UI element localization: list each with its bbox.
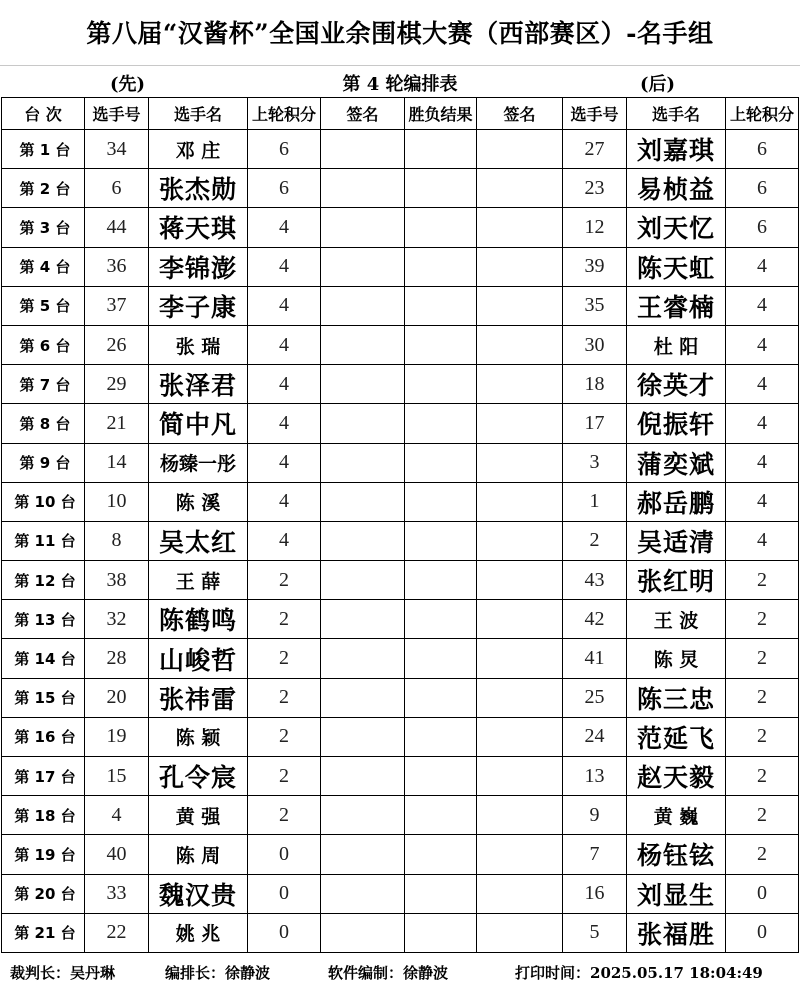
white-player-number: 24 bbox=[563, 717, 627, 756]
board-cell: 第 19 台 bbox=[2, 835, 85, 874]
white-signature-cell bbox=[477, 678, 563, 717]
white-signature-cell bbox=[477, 130, 563, 169]
white-player-name: 刘嘉琪 bbox=[627, 130, 726, 169]
black-previous-points: 4 bbox=[248, 443, 321, 482]
white-signature-cell bbox=[477, 247, 563, 286]
white-player-number: 41 bbox=[563, 639, 627, 678]
board-cell: 第 6 台 bbox=[2, 325, 85, 364]
pairing-rows bbox=[2, 130, 799, 953]
black-previous-points: 4 bbox=[248, 404, 321, 443]
board-cell: 第 18 台 bbox=[2, 796, 85, 835]
white-player-name: 易桢益 bbox=[627, 169, 726, 208]
subtitle-bar bbox=[0, 66, 800, 96]
black-player-name: 陈 溪 bbox=[149, 482, 248, 521]
result-cell bbox=[405, 521, 477, 560]
black-previous-points: 4 bbox=[248, 521, 321, 560]
black-player-number: 19 bbox=[85, 717, 149, 756]
white-previous-points: 4 bbox=[726, 365, 799, 404]
white-player-name: 王睿楠 bbox=[627, 286, 726, 325]
black-previous-points: 4 bbox=[248, 365, 321, 404]
black-player-name: 陈 颖 bbox=[149, 717, 248, 756]
black-player-number: 29 bbox=[85, 365, 149, 404]
black-player-number: 26 bbox=[85, 325, 149, 364]
black-previous-points: 6 bbox=[248, 130, 321, 169]
round-title: 第 4 轮编排表 bbox=[342, 74, 458, 95]
black-player-name: 张 瑞 bbox=[149, 325, 248, 364]
result-cell bbox=[405, 717, 477, 756]
black-previous-points: 2 bbox=[248, 678, 321, 717]
black-signature-cell bbox=[321, 757, 405, 796]
white-player-number: 23 bbox=[563, 169, 627, 208]
black-player-number: 36 bbox=[85, 247, 149, 286]
white-player-number: 5 bbox=[563, 913, 627, 952]
black-player-name: 陈鹤鸣 bbox=[149, 600, 248, 639]
black-signature-cell bbox=[321, 482, 405, 521]
header-white-player-name: 选手名 bbox=[627, 98, 726, 130]
black-signature-cell bbox=[321, 796, 405, 835]
black-player-name: 王 薛 bbox=[149, 561, 248, 600]
white-signature-cell bbox=[477, 169, 563, 208]
black-signature-cell bbox=[321, 835, 405, 874]
white-player-name: 范延飞 bbox=[627, 717, 726, 756]
black-signature-cell bbox=[321, 561, 405, 600]
white-player-number: 30 bbox=[563, 325, 627, 364]
black-signature-cell bbox=[321, 639, 405, 678]
black-previous-points: 4 bbox=[248, 482, 321, 521]
result-cell bbox=[405, 443, 477, 482]
result-cell bbox=[405, 678, 477, 717]
black-player-name: 李子康 bbox=[149, 286, 248, 325]
black-previous-points: 0 bbox=[248, 913, 321, 952]
white-previous-points: 4 bbox=[726, 482, 799, 521]
black-player-name: 黄 强 bbox=[149, 796, 248, 835]
referee-label: 裁判长：吴丹琳 bbox=[10, 964, 116, 982]
white-previous-points: 4 bbox=[726, 325, 799, 364]
board-cell: 第 13 台 bbox=[2, 600, 85, 639]
board-cell: 第 15 台 bbox=[2, 678, 85, 717]
white-player-name: 倪振轩 bbox=[627, 404, 726, 443]
black-player-number: 21 bbox=[85, 404, 149, 443]
black-player-number: 34 bbox=[85, 130, 149, 169]
table-row bbox=[2, 678, 799, 717]
black-player-name: 张祎雷 bbox=[149, 678, 248, 717]
black-player-number: 32 bbox=[85, 600, 149, 639]
header-white-player-number: 选手号 bbox=[563, 98, 627, 130]
table-row bbox=[2, 717, 799, 756]
white-player-name: 杨钰铉 bbox=[627, 835, 726, 874]
black-signature-cell bbox=[321, 874, 405, 913]
white-signature-cell bbox=[477, 600, 563, 639]
table-row bbox=[2, 169, 799, 208]
board-cell: 第 4 台 bbox=[2, 247, 85, 286]
black-player-number: 8 bbox=[85, 521, 149, 560]
white-signature-cell bbox=[477, 639, 563, 678]
white-previous-points: 6 bbox=[726, 169, 799, 208]
white-signature-cell bbox=[477, 325, 563, 364]
black-player-name: 杨臻一彤 bbox=[149, 443, 248, 482]
print-time-label: 打印时间：2025.05.17 18:04:49 bbox=[515, 964, 763, 982]
white-player-number: 13 bbox=[563, 757, 627, 796]
result-cell bbox=[405, 561, 477, 600]
black-signature-cell bbox=[321, 247, 405, 286]
black-player-name: 魏汉贵 bbox=[149, 874, 248, 913]
result-cell bbox=[405, 600, 477, 639]
board-cell: 第 16 台 bbox=[2, 717, 85, 756]
white-previous-points: 4 bbox=[726, 286, 799, 325]
table-row bbox=[2, 796, 799, 835]
black-signature-cell bbox=[321, 443, 405, 482]
table-row bbox=[2, 443, 799, 482]
black-previous-points: 0 bbox=[248, 874, 321, 913]
white-previous-points: 2 bbox=[726, 561, 799, 600]
table-row bbox=[2, 208, 799, 247]
board-cell: 第 8 台 bbox=[2, 404, 85, 443]
white-signature-cell bbox=[477, 365, 563, 404]
white-previous-points: 4 bbox=[726, 404, 799, 443]
white-player-number: 43 bbox=[563, 561, 627, 600]
black-player-number: 10 bbox=[85, 482, 149, 521]
header-board: 台 次 bbox=[2, 98, 85, 130]
white-signature-cell bbox=[477, 757, 563, 796]
table-row bbox=[2, 521, 799, 560]
white-previous-points: 2 bbox=[726, 757, 799, 796]
table-row bbox=[2, 286, 799, 325]
black-player-number: 6 bbox=[85, 169, 149, 208]
board-cell: 第 14 台 bbox=[2, 639, 85, 678]
black-signature-cell bbox=[321, 600, 405, 639]
software-label: 软件编制：徐静波 bbox=[328, 964, 449, 982]
white-previous-points: 2 bbox=[726, 796, 799, 835]
white-signature-cell bbox=[477, 913, 563, 952]
result-cell bbox=[405, 796, 477, 835]
black-signature-cell bbox=[321, 286, 405, 325]
white-player-number: 25 bbox=[563, 678, 627, 717]
black-previous-points: 4 bbox=[248, 208, 321, 247]
white-previous-points: 2 bbox=[726, 600, 799, 639]
white-player-number: 7 bbox=[563, 835, 627, 874]
black-player-number: 14 bbox=[85, 443, 149, 482]
white-previous-points: 6 bbox=[726, 208, 799, 247]
header-black-player-name: 选手名 bbox=[149, 98, 248, 130]
arranger-label: 编排长：徐静波 bbox=[165, 964, 271, 982]
board-cell: 第 11 台 bbox=[2, 521, 85, 560]
table-row bbox=[2, 913, 799, 952]
white-player-name: 徐英才 bbox=[627, 365, 726, 404]
black-previous-points: 2 bbox=[248, 757, 321, 796]
black-previous-points: 2 bbox=[248, 717, 321, 756]
board-cell: 第 1 台 bbox=[2, 130, 85, 169]
table-row bbox=[2, 247, 799, 286]
result-cell bbox=[405, 247, 477, 286]
white-player-number: 35 bbox=[563, 286, 627, 325]
white-player-name: 王 波 bbox=[627, 600, 726, 639]
black-player-number: 44 bbox=[85, 208, 149, 247]
white-player-name: 蒲奕斌 bbox=[627, 443, 726, 482]
white-previous-points: 2 bbox=[726, 678, 799, 717]
white-player-number: 16 bbox=[563, 874, 627, 913]
header-white-previous-points: 上轮积分 bbox=[726, 98, 799, 130]
white-player-number: 27 bbox=[563, 130, 627, 169]
white-player-number: 18 bbox=[563, 365, 627, 404]
page-title: 第八届“汉酱杯”全国业余围棋大赛（西部赛区）-名手组 bbox=[86, 19, 714, 48]
board-cell: 第 2 台 bbox=[2, 169, 85, 208]
result-cell bbox=[405, 169, 477, 208]
black-player-number: 37 bbox=[85, 286, 149, 325]
black-player-number: 22 bbox=[85, 913, 149, 952]
table-row bbox=[2, 874, 799, 913]
table-row bbox=[2, 130, 799, 169]
black-player-number: 28 bbox=[85, 639, 149, 678]
result-cell bbox=[405, 325, 477, 364]
black-signature-cell bbox=[321, 208, 405, 247]
black-previous-points: 2 bbox=[248, 561, 321, 600]
result-cell bbox=[405, 874, 477, 913]
header-result: 胜负结果 bbox=[405, 98, 477, 130]
white-player-name: 张红明 bbox=[627, 561, 726, 600]
table-row bbox=[2, 639, 799, 678]
black-player-name: 孔令宸 bbox=[149, 757, 248, 796]
white-player-name: 郝岳鹏 bbox=[627, 482, 726, 521]
black-player-name: 张杰勋 bbox=[149, 169, 248, 208]
board-cell: 第 21 台 bbox=[2, 913, 85, 952]
table-row bbox=[2, 835, 799, 874]
white-signature-cell bbox=[477, 561, 563, 600]
white-previous-points: 2 bbox=[726, 639, 799, 678]
first-move-label: (先) bbox=[110, 74, 146, 95]
board-cell: 第 10 台 bbox=[2, 482, 85, 521]
table-row bbox=[2, 325, 799, 364]
result-cell bbox=[405, 130, 477, 169]
white-signature-cell bbox=[477, 482, 563, 521]
black-previous-points: 0 bbox=[248, 835, 321, 874]
white-player-name: 张福胜 bbox=[627, 913, 726, 952]
board-cell: 第 17 台 bbox=[2, 757, 85, 796]
black-player-number: 15 bbox=[85, 757, 149, 796]
black-player-number: 40 bbox=[85, 835, 149, 874]
table-row bbox=[2, 482, 799, 521]
result-cell bbox=[405, 208, 477, 247]
black-signature-cell bbox=[321, 521, 405, 560]
black-player-number: 20 bbox=[85, 678, 149, 717]
black-signature-cell bbox=[321, 365, 405, 404]
white-signature-cell bbox=[477, 208, 563, 247]
white-player-number: 42 bbox=[563, 600, 627, 639]
black-player-name: 李锦澎 bbox=[149, 247, 248, 286]
board-cell: 第 7 台 bbox=[2, 365, 85, 404]
black-player-name: 邓 庄 bbox=[149, 130, 248, 169]
result-cell bbox=[405, 913, 477, 952]
white-signature-cell bbox=[477, 874, 563, 913]
black-previous-points: 4 bbox=[248, 247, 321, 286]
white-player-name: 刘天忆 bbox=[627, 208, 726, 247]
white-previous-points: 4 bbox=[726, 443, 799, 482]
black-player-name: 蒋天琪 bbox=[149, 208, 248, 247]
board-cell: 第 9 台 bbox=[2, 443, 85, 482]
white-player-number: 9 bbox=[563, 796, 627, 835]
white-previous-points: 2 bbox=[726, 835, 799, 874]
white-player-number: 3 bbox=[563, 443, 627, 482]
table-row bbox=[2, 561, 799, 600]
table-row bbox=[2, 365, 799, 404]
black-signature-cell bbox=[321, 130, 405, 169]
black-signature-cell bbox=[321, 325, 405, 364]
pairing-table bbox=[1, 97, 799, 953]
board-cell: 第 12 台 bbox=[2, 561, 85, 600]
black-previous-points: 2 bbox=[248, 639, 321, 678]
black-player-number: 38 bbox=[85, 561, 149, 600]
table-row bbox=[2, 600, 799, 639]
header-black-previous-points: 上轮积分 bbox=[248, 98, 321, 130]
white-previous-points: 4 bbox=[726, 247, 799, 286]
result-cell bbox=[405, 365, 477, 404]
white-player-name: 黄 巍 bbox=[627, 796, 726, 835]
black-player-name: 简中凡 bbox=[149, 404, 248, 443]
black-player-number: 33 bbox=[85, 874, 149, 913]
black-previous-points: 4 bbox=[248, 325, 321, 364]
white-previous-points: 0 bbox=[726, 913, 799, 952]
black-player-name: 山峻哲 bbox=[149, 639, 248, 678]
black-signature-cell bbox=[321, 404, 405, 443]
black-signature-cell bbox=[321, 678, 405, 717]
white-player-name: 赵天毅 bbox=[627, 757, 726, 796]
board-cell: 第 20 台 bbox=[2, 874, 85, 913]
table-row bbox=[2, 404, 799, 443]
white-player-number: 2 bbox=[563, 521, 627, 560]
header-black-signature: 签名 bbox=[321, 98, 405, 130]
white-player-number: 39 bbox=[563, 247, 627, 286]
white-signature-cell bbox=[477, 443, 563, 482]
black-player-name: 张泽君 bbox=[149, 365, 248, 404]
table-row bbox=[2, 757, 799, 796]
white-player-name: 陈三忠 bbox=[627, 678, 726, 717]
result-cell bbox=[405, 835, 477, 874]
white-previous-points: 4 bbox=[726, 521, 799, 560]
white-player-name: 杜 阳 bbox=[627, 325, 726, 364]
white-signature-cell bbox=[477, 404, 563, 443]
white-player-name: 吴适清 bbox=[627, 521, 726, 560]
second-move-label: (后) bbox=[640, 74, 676, 95]
black-signature-cell bbox=[321, 717, 405, 756]
result-cell bbox=[405, 757, 477, 796]
black-player-number: 4 bbox=[85, 796, 149, 835]
header-black-player-number: 选手号 bbox=[85, 98, 149, 130]
white-player-number: 17 bbox=[563, 404, 627, 443]
white-player-number: 1 bbox=[563, 482, 627, 521]
black-player-name: 吴太红 bbox=[149, 521, 248, 560]
header-row bbox=[2, 98, 799, 130]
white-player-number: 12 bbox=[563, 208, 627, 247]
white-signature-cell bbox=[477, 717, 563, 756]
header-white-signature: 签名 bbox=[477, 98, 563, 130]
white-player-name: 陈 炅 bbox=[627, 639, 726, 678]
white-player-name: 刘显生 bbox=[627, 874, 726, 913]
black-signature-cell bbox=[321, 913, 405, 952]
white-signature-cell bbox=[477, 286, 563, 325]
result-cell bbox=[405, 482, 477, 521]
board-cell: 第 5 台 bbox=[2, 286, 85, 325]
board-cell: 第 3 台 bbox=[2, 208, 85, 247]
white-previous-points: 2 bbox=[726, 717, 799, 756]
black-previous-points: 2 bbox=[248, 796, 321, 835]
black-player-name: 姚 兆 bbox=[149, 913, 248, 952]
white-player-name: 陈天虹 bbox=[627, 247, 726, 286]
black-previous-points: 6 bbox=[248, 169, 321, 208]
result-cell bbox=[405, 404, 477, 443]
black-player-name: 陈 周 bbox=[149, 835, 248, 874]
white-signature-cell bbox=[477, 835, 563, 874]
result-cell bbox=[405, 286, 477, 325]
footer bbox=[0, 958, 800, 986]
white-signature-cell bbox=[477, 521, 563, 560]
black-previous-points: 4 bbox=[248, 286, 321, 325]
result-cell bbox=[405, 639, 477, 678]
black-signature-cell bbox=[321, 169, 405, 208]
black-previous-points: 2 bbox=[248, 600, 321, 639]
white-previous-points: 6 bbox=[726, 130, 799, 169]
white-signature-cell bbox=[477, 796, 563, 835]
white-previous-points: 0 bbox=[726, 874, 799, 913]
